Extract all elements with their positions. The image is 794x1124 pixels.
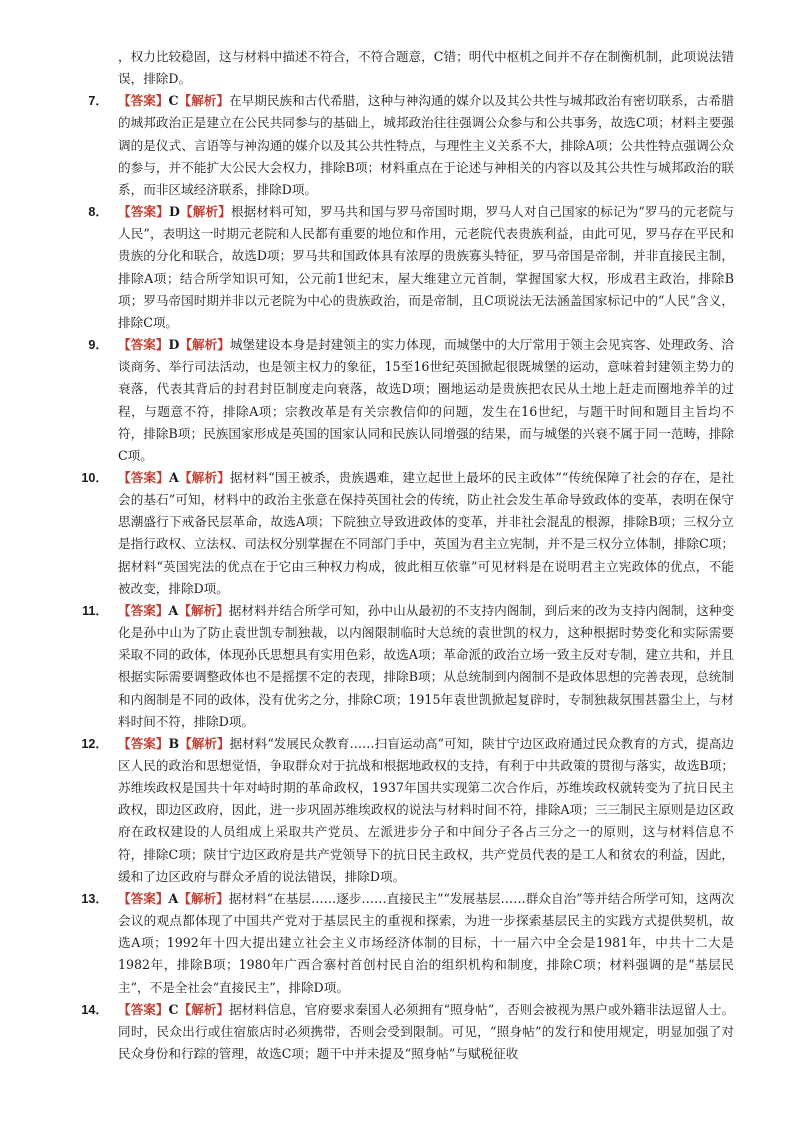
analysis-text: 据材料“在基层……逐步……直接民主”“发展基层……群众自治”等并结合所学可知，这两次会议的观点都体现了中国共产党对于基层民主的重视和探索，为进一步探索基层民主的实践方式提供契机，故选A项；1992年十四大提出建立社会主义市场经济体制的目标，十一届六中全会是1981年，中共十二大是1982年，排除B项；1980年广西合寨村首创村民自治的组织机构和制度，排除C项；材料强调的是“基层民主”，不是全社会“直接民主”，排除D项。 [118, 890, 735, 995]
answer-tag-label: 答案 [130, 1001, 156, 1017]
answer-tag-open: 【 [118, 337, 131, 353]
answer-tag-open: 【 [118, 602, 131, 618]
analysis-tag-open: 【 [178, 890, 191, 906]
analysis-text: 据材料“国王被杀，贵族遇难，建立起世上最坏的民主政体”“传统保障了社会的存在，是社会的基石”可知，材料中的政治主张意在保持英国社会的传统，防止社会发生革命导致政体的变革，表明在保守思潮盛行下戒备民层革命，故选A项；下院独立导致进政体的变革，并非社会混乱的根源，排除B项；三权分立是指行政权、立法权、司法权分别掌握在不同部门手中，英国为君主立宪制，并不是三权分立体制，排除C项；据材料“英国宪法的优点在于它由三种权力构成，彼此相互依靠”可见材料是在说明君主立宪政体的优点，不能被改变，排除D项。 [118, 469, 735, 596]
analysis-tag-open: 【 [178, 93, 192, 109]
answer-tag-close: 】 [155, 602, 169, 618]
analysis-tag-close: 】 [216, 890, 229, 906]
answer-tag-close: 】 [155, 735, 169, 751]
answer-item [70, 600, 734, 733]
analysis-text: 据材料信息，官府要求秦国人必须拥有“照身帖”，否则会被视为黑户或外籍非法逗留人士。同时，民众出行或住宿旅店时必须携带，否则会受到限制。可见，“照身帖”的发行和使用规定，明显加强了对民众身份和行踪的管理，故选C项；题干中并未提及“照身帖”与赋税征收 [118, 1001, 735, 1062]
analysis-text: 在早期民族和古代希腊，这种与神沟通的媒介以及其公共性与城邦政治有密切联系，古希腊的城邦政治正是建立在公民共同参与的基础上，城邦政治往往强调公众参与和公共事务，故选C项；材料主要强调的是仪式、言语等与神沟通的媒介以及其公共性特点，与理性主义关系不大，排除A项；公共性特点强调公众的参与，并不能扩大公民大会权力，排除B项；材料重点在于论述与神相关的内容以及其公共性与城邦政治的联系，而非区域经济联系，排除D项。 [118, 93, 735, 197]
answer-tag-label: 答案 [130, 337, 156, 353]
question-number: 14． [81, 1002, 108, 1017]
question-number: 11． [82, 603, 108, 618]
analysis-tag-close: 】 [216, 735, 230, 751]
answer-tag-open: 【 [118, 735, 131, 751]
continued-text: ，权力比较稳固，这与材料中描述不符合，不符合题意，C错；明代中枢机之间并不存在制衡机制，此项说法错误，排除D。 [118, 49, 734, 87]
analysis-tag-close: 】 [216, 602, 229, 618]
answer-item [70, 334, 734, 467]
answer-item [70, 201, 734, 334]
answer-letter: C [168, 93, 179, 109]
analysis-tag-label: 解析 [191, 1001, 217, 1017]
answer-tag-open: 【 [118, 93, 131, 109]
answer-item [70, 999, 734, 1065]
answer-item [70, 888, 734, 999]
answer-tag-open: 【 [118, 469, 131, 485]
analysis-tag-label: 解析 [191, 735, 217, 751]
analysis-tag-close: 】 [218, 204, 231, 220]
answer-tag-close: 】 [155, 890, 169, 906]
analysis-tag-close: 】 [216, 93, 230, 109]
question-number: 12． [81, 736, 108, 751]
analysis-tag-open: 【 [179, 337, 192, 353]
analysis-tag-open: 【 [178, 602, 191, 618]
analysis-tag-open: 【 [178, 469, 192, 485]
question-number: 13． [81, 891, 108, 906]
answer-tag-label: 答案 [130, 735, 156, 751]
analysis-tag-close: 】 [217, 469, 231, 485]
analysis-tag-label: 解析 [192, 204, 219, 220]
analysis-tag-label: 解析 [191, 93, 217, 109]
answer-tag-label: 答案 [130, 890, 156, 906]
analysis-text: 城堡建设本身是封建领主的实力体现，而城堡中的大厅常用于领主会见宾客、处理政务、洽谈商务、举行司法活动，也是领主权力的象征，15至16世纪英国掀起很既城堡的运动，意味着封建领主势力的衰落，代表其背后的封君封臣制度走向衰落，故选D项；圈地运动是贵族把农民从土地上赶走而圈地养羊的过程，与题意不符，排除A项；宗教改革是有关宗教信仰的问题，发生在16世纪，与题干时间和题目主旨均不符，排除B项；民族国家形成是英国的国家认同和民族认同增强的结果，而与城堡的兴衰不属于同一范畴，排除C项。 [118, 337, 735, 463]
answer-letter: D [168, 337, 180, 353]
answer-tag-close: 】 [156, 204, 169, 220]
answer-tag-close: 】 [155, 93, 169, 109]
question-number: 7． [88, 94, 108, 109]
analysis-tag-label: 解析 [191, 469, 218, 485]
analysis-tag-close: 】 [217, 337, 230, 353]
question-number: 8． [88, 205, 108, 220]
answer-letter: D [168, 204, 180, 220]
answer-tag-close: 】 [156, 469, 170, 485]
analysis-tag-label: 解析 [191, 337, 218, 353]
answer-tag-open: 【 [118, 890, 131, 906]
analysis-tag-open: 【 [178, 1001, 192, 1017]
answer-letter: A [168, 890, 179, 906]
analysis-tag-label: 解析 [191, 602, 217, 618]
analysis-tag-open: 【 [179, 735, 192, 751]
answer-list [70, 90, 734, 1065]
analysis-tag-label: 解析 [190, 890, 217, 906]
answer-letter: A [168, 602, 179, 618]
question-number: 9． [88, 338, 108, 353]
answer-tag-label: 答案 [130, 469, 157, 485]
answer-letter: B [168, 735, 180, 751]
answer-item [70, 90, 734, 201]
answer-tag-open: 【 [118, 204, 131, 220]
answer-tag-close: 】 [155, 337, 169, 353]
answer-tag-label: 答案 [130, 204, 157, 220]
answer-tag-close: 】 [155, 1001, 169, 1017]
analysis-tag-close: 】 [216, 1001, 230, 1017]
question-number: 10． [81, 470, 108, 485]
analysis-tag-open: 【 [179, 204, 193, 220]
analysis-text: 据材料“发展民众教育……扫盲运动高”可知，陕甘宁边区政府通过民众教育的方式，提高边区人民的政治和思想觉悟，争取群众对于抗战和根据地政权的支持，有利于中共政策的贯彻与落实，故选B项；苏维埃政权是国共十年对峙时期的革命政权，1937年国共实现第二次合作后，苏维埃政权就转变为了抗日民主政权，即边区政府，因此，进一步巩固苏维埃政权的说法与材料时间不符，排除A项；三三制民主原则是边区政府在政权建设的人员组成上采取共产党员、左派进步分子和中间分子各占三分之一的原则，这与材料信息不符，排除C项；陕甘宁边区政府是共产党领导下的抗日民主政权，共产党员代表的是工人和贫农的利益，因此，缓和了边区政府与群众矛盾的说法错误，排除D项。 [118, 735, 735, 884]
answer-item [70, 733, 734, 888]
answer-letter: C [168, 1001, 179, 1017]
answer-tag-open: 【 [118, 1001, 131, 1017]
analysis-text: 根据材料可知，罗马共和国与罗马帝国时期，罗马人对自己国家的标记为“罗马的元老院与人民”，表明这一时期元老院和人民都有重要的地位和作用，元老院代表贵族利益，由此可见，罗马存在平民和贵族的分化和联合，故选D项；罗马共和国政体具有浓厚的贵族寡头特征，罗马帝国是帝制，并非直接民主制，排除A项；结合所学知识可知，公元前1世纪末，屋大维建立元首制，掌握国家大权，形成君主政治，排除B项；罗马帝国时期并非以元老院为中心的贵族政治，而是帝制，且C项说法无法涵盖国家标记中的“人民”含义，排除C项。 [118, 204, 734, 330]
answer-tag-label: 答案 [130, 602, 156, 618]
answer-tag-label: 答案 [130, 93, 156, 109]
answer-item [70, 467, 734, 600]
analysis-text: 据材料并结合所学可知，孙中山从最初的不支持内阁制，到后来的改为支持内阁制，这种变化是孙中山为了防止袁世凯专制独裁，以内阁限制临时大总统的袁世凯的权力，这种根据时势变化和实际需要采取不同的政体，体现孙氏思想具有实用色彩，故选A项；革命派的政治立场一致主反对专制，建立共和，并且根据实际需要调整政体也不是摇摆不定的表现，排除B项；从总统制到内阁制不是政体思想的完善表现，总统制和内阁制是不同的政体，没有优劣之分，排除C项；1915年袁世凯掀起复辟时，专制独裁氛围甚嚣尘上，与材料时间不符，排除D项。 [118, 602, 735, 729]
answer-letter: A [169, 469, 179, 485]
